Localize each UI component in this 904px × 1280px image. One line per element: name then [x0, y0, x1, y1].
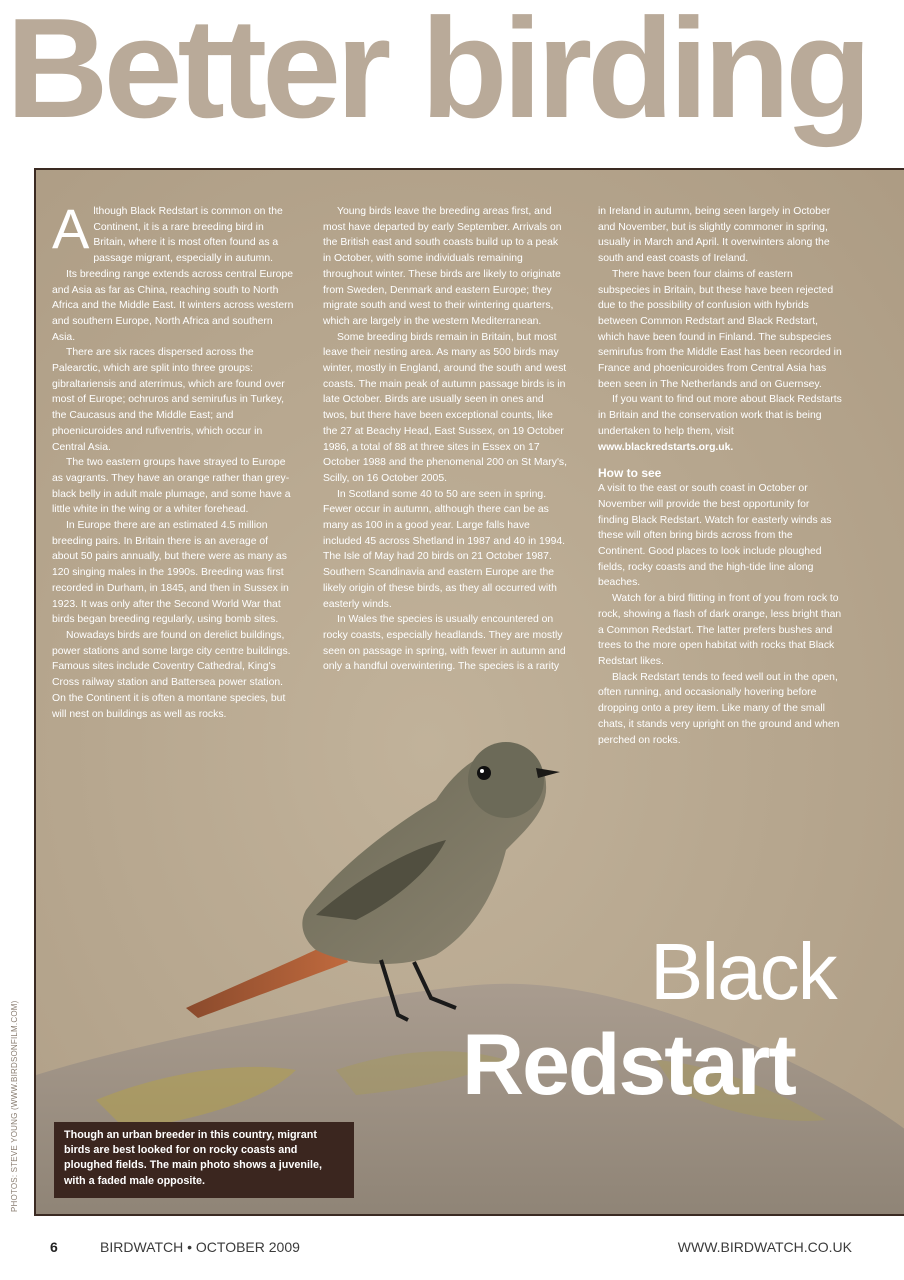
- article-paragraph: Young birds leave the breeding areas first, and most have departed by early September. Arrivals on the British east and south coasts build up to a peak in October, with some individuals remaining throughout winter. These birds are likely to originate from Sweden, Denmark and eastern Europe; they migrate south and west to their wintering quarters, which are largely in the western Mediterranean.: [323, 206, 562, 327]
- article-paragraph: Black Redstart tends to feed well out in the open, often running, and occasionally hovering before dropping onto a prey item. Like many of the small chats, it stands very upright on the ground and when perched on rocks.: [598, 671, 840, 746]
- drop-cap: A: [52, 197, 90, 260]
- article-paragraph: Nowadays birds are found on derelict buildings, power stations and some large city centre buildings. Famous sites include Coventry Cathedral, King's Cross railway station and Battersea power station. On the Continent it is often a montane species, but will nest on buildings as well as rocks.: [52, 629, 291, 720]
- species-title-line2: Redstart: [462, 1017, 795, 1113]
- article-paragraph: Some breeding birds remain in Britain, but most leave their nesting area. As many as 500 birds may winter, mostly in England, around the south and west coasts. The main peak of autumn passage birds is in late October. Birds are usually seen in ones and twos, but there have been exceptional counts, like the 27 at Beachy Head, East Sussex, on 19 October 1986, a total of 88 at three sites in Essex on 17 October 1988 and the phenomenal 200 on St Mary's, Scilly, on 16 October 2005.: [323, 331, 568, 484]
- photo-caption: Though an urban breeder in this country, migrant birds are best looked for on rocky coasts and ploughed fields. The main photo shows a juvenile, with a faded male opposite.: [54, 1122, 354, 1198]
- article-paragraph: There have been four claims of eastern subspecies in Britain, but these have been rejected due to the possibility of confusion with hybrids between Common Redstart and Black Redstart, which have been found in Finland. The subspecies semirufus from the Middle East has been recorded in France and phoenicuroides from Central Asia has been seen in The Netherlands and on Guernsey.: [598, 268, 842, 390]
- article-paragraph: Watch for a bird flitting in front of you from rock to rock, showing a flash of dark orange, less bright than a Common Redstart. The latter prefers bushes and trees to the more open habitat with rocks that Black Redstart likes.: [598, 593, 842, 667]
- article-paragraph: [52, 197, 296, 267]
- how-to-see-heading: How to see: [598, 466, 662, 481]
- website-link[interactable]: WWW.BIRDWATCH.CO.UK: [677, 1239, 852, 1255]
- article-column-2: [323, 204, 567, 675]
- article-paragraph: In Europe there are an estimated 4.5 million breeding pairs. In Britain there is an average of about 50 pairs annually, but there were as many as 120 singing males in the 1990s. Breeding was first recorded in Durham, in 1845, and then in Sussex in 1923. It was only after the Second World War that birds began breeding regularly, using bomb sites.: [52, 520, 289, 626]
- article-paragraph: [598, 392, 842, 455]
- blackredstarts-link[interactable]: www.blackredstarts.org.uk.: [598, 441, 734, 453]
- species-title-line1: Black: [650, 927, 836, 1016]
- article-paragraph: The two eastern groups have strayed to Europe as vagrants. They have an orange rather than grey-black belly in adult male plumage, and some have a little white in the wing or a whiter forehead.: [52, 457, 291, 516]
- issue-label: BIRDWATCH • OCTOBER 2009: [100, 1239, 300, 1255]
- article-paragraph: There are six races dispersed across the Palearctic, which are split into three groups: gibraltariensis and aterrimus, which are found over most of Europe; ochruros and semirufus in Turkey, the Caucasus and the Middle East; and phoenicuroides and rufiventris, which occur in Central Asia.: [52, 347, 285, 453]
- article-column-1: [52, 197, 296, 722]
- article-paragraph: In Wales the species is usually encountered on rocky coasts, especially headlands. They are mostly seen on passage in spring, with fewer in autumn and only a handful overwintering. The species is a rarity: [323, 614, 566, 673]
- article-paragraph: in Ireland in autumn, being seen largely in October and November, but is slightly commoner in spring, usually in March and April. It overwinters along the south and east coasts of Ireland.: [598, 206, 831, 265]
- page-headline: Better birding: [6, 0, 867, 148]
- article-paragraph: Its breeding range extends across central Europe and Asia as far as China, reaching south to North Africa and the Middle East. It winters across western and southern Europe, North Africa and southern Asia.: [52, 268, 294, 343]
- feature-panel: [34, 168, 904, 1216]
- photo-credit: PHOTOS: STEVE YOUNG (WWW.BIRDSONFILM.COM): [10, 1000, 19, 1212]
- paragraph-text: lthough Black Redstart is common on the Continent, it is a rare breeding bird in Britain, where it is most often found as a passage migrant, especially in autumn.: [93, 206, 283, 265]
- article-paragraph: A visit to the east or south coast in October or November will provide the best opportunity for finding Black Redstart. Watch for easterly winds as these will often bring birds across from the Continent. Good places to look include ploughed fields, rocky coasts and the high-tide line along beaches.: [598, 483, 832, 589]
- page-number: 6: [50, 1239, 58, 1255]
- article-paragraph: In Scotland some 40 to 50 are seen in spring. Fewer occur in autumn, although there can be as many as 100 in a good year. Large falls have included 45 across Shetland in 1987 and 40 in 1994. The Isle of May had 20 birds on 21 October 1987. Southern Scandinavia and eastern Europe are the likely origin of these birds, as they all occurred with easterly winds.: [323, 488, 566, 610]
- page-footer: [0, 1236, 904, 1258]
- article-column-3: [598, 204, 842, 748]
- paragraph-text: If you want to find out more about Black Redstarts in Britain and the conservation work that is being undertaken to help them, visit: [598, 394, 842, 437]
